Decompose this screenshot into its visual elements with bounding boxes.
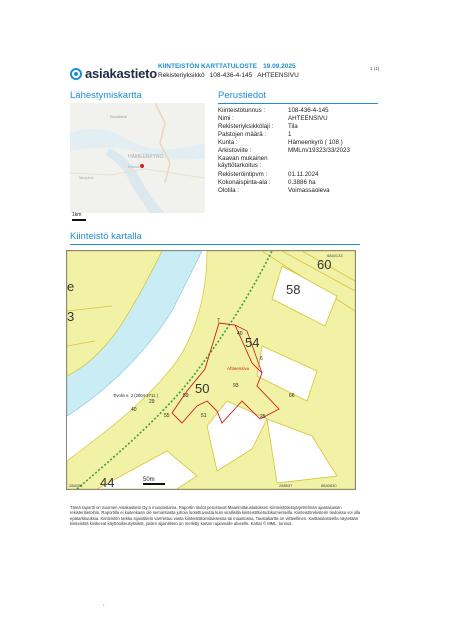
- document-title: [158, 63, 302, 70]
- info-label: Nimi :: [218, 115, 234, 122]
- parcel-number: 44: [100, 475, 115, 490]
- boundary-point-label: 51: [201, 413, 207, 419]
- boundary-point-label: 40: [237, 331, 243, 337]
- property-map-rule: [70, 244, 360, 245]
- location-pin-icon: [70, 68, 82, 80]
- scale-label: 1km: [72, 212, 82, 218]
- parcel-number: 58: [286, 282, 301, 297]
- property-map-scale: [143, 477, 165, 485]
- parcel-number: e: [67, 279, 75, 294]
- logo-text: asiakastieto: [85, 66, 158, 81]
- parcel-number: 60: [317, 257, 332, 272]
- info-value: 108-436-4-145: [288, 107, 329, 114]
- registry-line: [158, 72, 304, 79]
- info-value: 1: [288, 131, 292, 138]
- info-label: Kunta :: [218, 139, 238, 146]
- place-label-tampere: Tampere: [78, 175, 94, 180]
- registry-name: AHTEENSIVU: [257, 72, 299, 79]
- boundary-point-label: 66: [289, 393, 295, 399]
- coord-bottom-mid: 288537: [279, 483, 293, 488]
- scale-label: 50m: [143, 477, 155, 483]
- info-label: Kaavan mukainen käyttötarkoitus :: [218, 155, 268, 169]
- page-mark: •: [103, 602, 105, 607]
- property-map: [66, 250, 356, 490]
- property-map-heading: Kiinteistö kartalla: [70, 231, 142, 242]
- property-name-label: Ahteensivu: [227, 366, 250, 371]
- info-value: 01.11.2024: [288, 171, 319, 178]
- scale-bar: [72, 219, 86, 221]
- info-value: AHTEENSIVU: [288, 115, 328, 122]
- title-date: 19.09.2025: [263, 63, 296, 70]
- basic-info-rule: [218, 103, 378, 104]
- asiakastieto-logo: [70, 66, 157, 81]
- info-label: Rekisteriyksikkölaji :: [218, 123, 274, 130]
- boundary-point-label: 59: [183, 393, 189, 399]
- boundary-point-label: 55: [164, 413, 170, 419]
- road-label: Tivolin e. 2 (2004-2711 ): [113, 393, 158, 398]
- info-value: Voimassaoleva: [288, 187, 330, 194]
- footer-disclaimer: Tämä raportti on Suomen Asiakastieto Oy:n muodostama. Raportin tiedot perustuvat Maanmittauslaitoksen Kiinteistötietojärjestelmän ajantasaisen rekisteritietoihin. Raportilla ei kuitenkaan ole semantiasta juhoia luotettuvuutta kuin virallisilla kiinteistötietodokumenteilla. Kiinteistörekisterin tiedoissa voi olla epätarkkuuksia. Kiinteistön tarkka sijaintitieto varmistuu vasta kiinteistötoimituksessa tai maastossa. Taustakartta on viitteellinen. Karttatulosteella näytetään kiinteistöä koskevat käyttöoikeusyksiköt, joiden sijaintitieto on merkitty kartan rajaamalle alueelle. Kartat © MML, tunnus:: [70, 505, 361, 526]
- info-value: 0.3886 ha: [288, 179, 316, 186]
- boundary-point-label: 93: [233, 383, 239, 389]
- coord-bottom-left: 288203: [69, 483, 83, 488]
- parcel-number: 3: [67, 309, 75, 324]
- coord-top-right: 6840133: [327, 253, 343, 258]
- parcel-number: 54: [245, 335, 260, 350]
- place-label-ruoklahti: Ruoklahti: [110, 114, 127, 119]
- info-label: Rekisteröintipvm :: [218, 171, 268, 178]
- info-label: Olotila :: [218, 187, 239, 194]
- info-label: Kiinteistötunnus :: [218, 107, 266, 114]
- location-map-scale: [72, 212, 86, 221]
- place-label-kostula: Kostula: [128, 164, 142, 169]
- coord-bottom-right: 6840830: [321, 483, 337, 488]
- parcel-number: 50: [195, 381, 210, 396]
- page-number: 1 (1): [370, 66, 380, 71]
- registry-id: 108-436-4-145: [209, 72, 253, 79]
- info-label: Kokonaispinta-ala :: [218, 179, 271, 186]
- property-map-graphic: [67, 251, 355, 489]
- info-value: MMLm/19323/33/2023: [288, 147, 350, 154]
- scale-bar: [143, 483, 165, 485]
- location-map-heading: Lähestymiskartta: [70, 90, 142, 101]
- registry-label: Rekisteriyksikkö: [158, 72, 205, 79]
- basic-info-heading: Perustiedot: [218, 90, 267, 101]
- boundary-point-label: 7: [217, 318, 220, 324]
- info-label: Palstojen määrä :: [218, 131, 267, 138]
- title-text: KIINTEISTÖN KARTTATULOSTE: [158, 63, 258, 70]
- boundary-point-label: 25: [260, 414, 266, 420]
- boundary-point-label: 40: [131, 407, 137, 413]
- info-value: Hämeenkyrö ( 108 ): [288, 139, 343, 146]
- boundary-point-label: 29: [149, 399, 155, 405]
- info-label: Arkistoviite :: [218, 147, 252, 154]
- boundary-point-label: 6: [260, 356, 263, 362]
- info-value: Tila: [288, 123, 298, 130]
- location-map: [70, 103, 205, 213]
- place-label-hameenkyro: HÄMEENKYRÖ: [128, 154, 164, 160]
